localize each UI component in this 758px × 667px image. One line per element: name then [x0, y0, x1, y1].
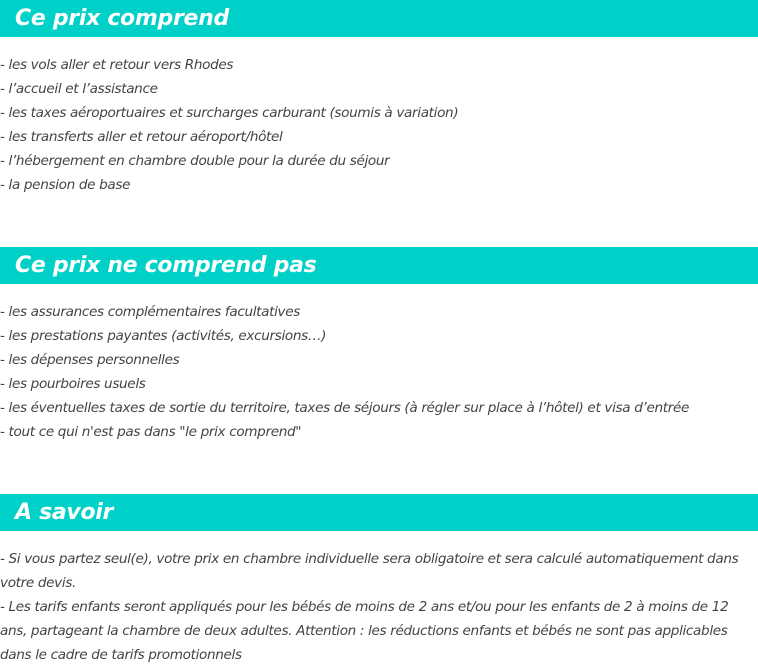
- list-item: - les vols aller et retour vers Rhodes: [0, 57, 234, 73]
- section-title: Ce prix comprend: [15, 6, 229, 31]
- note-paragraph: - Si vous partez seul(e), votre prix en chambre individuelle sera obligatoire et sera calculé automatiquement dans votre devis.: [0, 551, 739, 591]
- included-list: [0, 37, 758, 197]
- list-item: - la pension de base: [0, 177, 131, 193]
- list-item: - les prestations payantes (activités, excursions…): [0, 328, 327, 344]
- section-price-includes: [0, 0, 758, 197]
- list-item: - les taxes aéroportuaires et surcharges carburant (soumis à variation): [0, 105, 459, 121]
- excluded-list: [0, 284, 758, 444]
- section-price-excludes: [0, 247, 758, 444]
- section-good-to-know: [0, 494, 758, 667]
- list-item: - les assurances complémentaires facultatives: [0, 304, 300, 320]
- section-title: A savoir: [15, 500, 114, 525]
- list-item: - les transferts aller et retour aéroport/hôtel: [0, 129, 283, 145]
- list-item: - les dépenses personnelles: [0, 352, 180, 368]
- section-header-good-to-know: [0, 494, 758, 531]
- list-item: - l’hébergement en chambre double pour la durée du séjour: [0, 153, 390, 169]
- note-paragraph: - Les tarifs enfants seront appliqués pour les bébés de moins de 2 ans et/ou pour les enfants de 2 à moins de 12 ans, partageant la chambre de deux adultes. Attention : les réductions enfants et bébés ne sont pas applicables dans le cadre de tarifs promotionnels: [0, 599, 729, 663]
- list-item: - tout ce qui n'est pas dans "le prix comprend": [0, 424, 302, 440]
- section-title: Ce prix ne comprend pas: [15, 253, 317, 278]
- list-item: - les pourboires usuels: [0, 376, 146, 392]
- good-to-know-notes: [0, 531, 758, 667]
- section-header-price-includes: [0, 0, 758, 37]
- section-header-price-excludes: [0, 247, 758, 284]
- list-item: - les éventuelles taxes de sortie du territoire, taxes de séjours (à régler sur place à l’hôtel) et visa d’entrée: [0, 400, 689, 416]
- list-item: - l’accueil et l’assistance: [0, 81, 158, 97]
